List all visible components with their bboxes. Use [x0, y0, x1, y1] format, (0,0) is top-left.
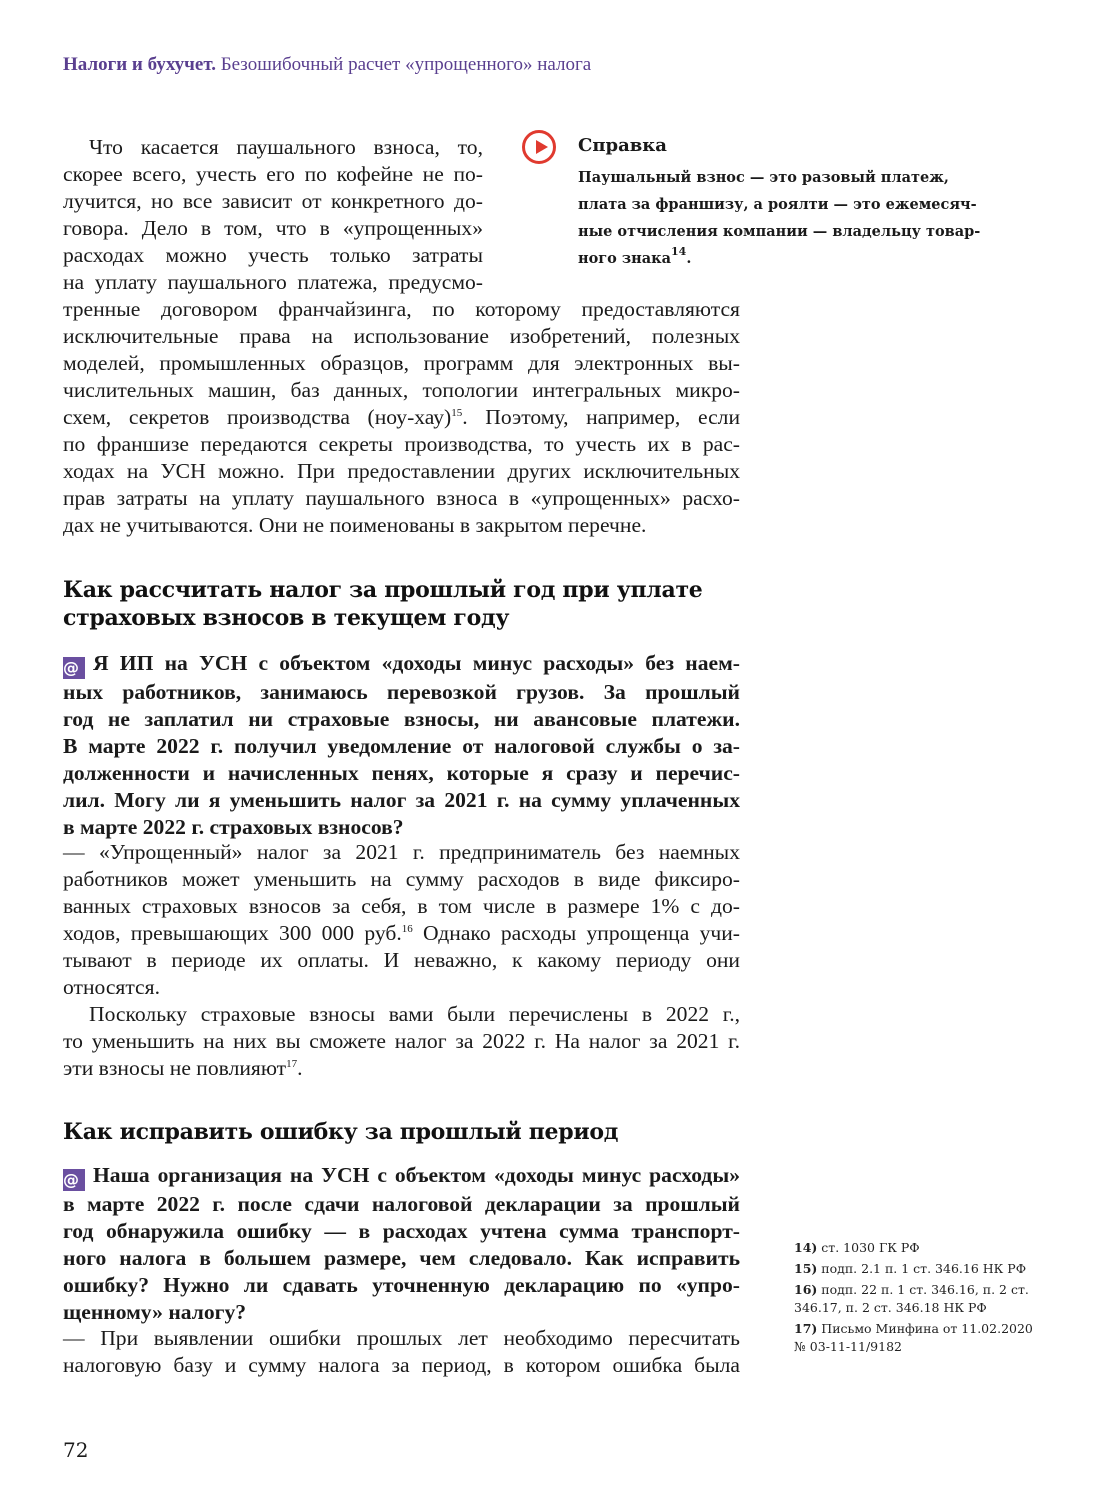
text-line: Поскольку страховые взносы вами были перечислены в 2022 г., [89, 1002, 740, 1026]
text-line: тренные договором франчайзинга, по которому предоставляются [63, 297, 740, 321]
text-segment: . Поэтому, например, если [462, 405, 741, 429]
text-line: моделей, промышленных образцов, программ для электронных вы- [63, 351, 740, 375]
footnote-ref-16[interactable]: 16 [401, 923, 413, 935]
text-line: Что касается паушального взноса, то, [89, 135, 483, 159]
text-line: — При выявлении ошибки прошлых лет необходимо пересчитать [63, 1326, 740, 1350]
note-title: Справка [578, 135, 667, 156]
text-line: работников может уменьшить на сумму расходов в виде фиксиро- [63, 867, 740, 891]
footnote-ref-17[interactable]: 17 [286, 1058, 298, 1070]
text-line: в марте 2022 г. после сдачи налоговой декларации за прошлый [63, 1192, 740, 1216]
running-head-section: Налоги и бухучет. [63, 54, 216, 75]
footnote-ref-15[interactable]: 15 [451, 407, 463, 419]
text-line: ошибку? Нужно ли сдавать уточненную декларацию по «упро- [63, 1273, 740, 1297]
play-icon [522, 130, 556, 164]
text-segment: Я ИП на УСН с объектом «доходы минус расходы» без наем- [93, 651, 740, 675]
at-icon: @ [63, 1169, 85, 1191]
heading-line: страховых взносов в текущем году [63, 605, 510, 631]
text-line: числительных машин, баз данных, топологии интегральных микро- [63, 378, 740, 402]
text-line: налоговую базу и сумму налога за период, в котором ошибка была [63, 1353, 740, 1377]
footnote-text: подп. 22 п. 1 ст. 346.16, п. 2 ст. 346.17, п. 2 ст. 346.18 НК РФ [794, 1282, 1029, 1315]
text-segment: ходов, превышающих 300 000 руб. [63, 921, 402, 945]
answer-2 [63, 1325, 740, 1379]
page-number: 72 [63, 1438, 89, 1462]
text-segment: . [297, 1056, 303, 1080]
text-segment: эти взносы не повлияют [63, 1056, 287, 1080]
section-heading-2: Как исправить ошибку за прошлый период [63, 1119, 619, 1145]
text-line: ные отчисления компании — владельцу товар- [578, 223, 981, 240]
footnote-16 [794, 1281, 1034, 1317]
text-segment: схем, секретов производства (ноу-хау) [63, 405, 452, 429]
text-segment: . [686, 250, 692, 267]
text-segment: Наша организация на УСН с объектом «доходы минус расходы» [93, 1163, 740, 1187]
text-line: — «Упрощенный» налог за 2021 г. предприниматель без наемных [63, 840, 740, 864]
text-line: щенному» налогу? [63, 1300, 247, 1324]
running-head [63, 54, 591, 76]
text-line: ванных страховых взносов за себя, в том числе в размере 1% с до- [63, 894, 740, 918]
text-line: относятся. [63, 975, 160, 999]
footnote-15 [794, 1260, 1034, 1278]
text-line [63, 920, 740, 947]
text-line: скорее всего, учесть его по кофейне не по- [63, 162, 483, 186]
footnote-number: 15) [794, 1261, 818, 1276]
text-line: в марте 2022 г. страховых взносов? [63, 815, 404, 839]
footnote-ref-14[interactable]: 14 [671, 245, 687, 258]
text-line: исключительные права на использование изобретений, полезных [63, 324, 740, 348]
text-line: на уплату паушального платежа, предусмо- [63, 270, 483, 294]
text-segment: Однако расходы упрощенца учи- [412, 921, 740, 945]
heading-line: Как рассчитать налог за прошлый год при уплате [63, 577, 703, 603]
text-line: говора. Дело в том, что в «упрощенных» [63, 216, 483, 240]
footnotes [794, 1239, 1034, 1359]
intro-paragraph-narrow [63, 134, 483, 296]
text-line: год не заплатил ни страховые взносы, ни авансовые платежи. [63, 707, 740, 731]
footnote-number: 17) [794, 1321, 818, 1336]
text-line: плата за франшизу, а роялти — это ежемесяч- [578, 196, 977, 213]
at-icon: @ [63, 657, 85, 679]
text-line: лил. Могу ли я уменьшить налог за 2021 г. на сумму уплаченных [63, 788, 740, 812]
text-line: ного налога в большем размере, чем следовало. Как исправить [63, 1246, 740, 1270]
text-line [578, 245, 1008, 272]
note-text [578, 164, 1008, 272]
answer-1 [63, 839, 740, 1082]
section-heading-1 [63, 576, 702, 632]
footnote-17 [794, 1320, 1034, 1356]
text-line: год обнаружила ошибку — в расходах учтена сумма транспорт- [63, 1219, 740, 1243]
text-line: дах не учитываются. Они не поименованы в закрытом перечне. [63, 513, 647, 537]
question-2 [63, 1162, 740, 1326]
text-line [63, 650, 740, 679]
text-line [63, 404, 740, 431]
text-line [63, 1162, 740, 1191]
text-line: лучится, но все зависит от конкретного до- [63, 189, 483, 213]
text-line: ных работников, занимаюсь перевозкой грузов. За прошлый [63, 680, 740, 704]
text-segment: ного знака [578, 250, 672, 267]
running-head-title: Безошибочный расчет «упрощенного» налога [220, 54, 592, 75]
footnote-number: 16) [794, 1282, 818, 1297]
text-line: то уменьшить на них вы сможете налог за 2022 г. На налог за 2021 г. [63, 1029, 740, 1053]
text-line: В марте 2022 г. получил уведомление от налоговой службы о за- [63, 734, 740, 758]
text-line: Паушальный взнос — это разовый платеж, [578, 169, 949, 186]
text-line: тывают в периоде их оплаты. И неважно, к какому периоду они [63, 948, 740, 972]
text-line: по франшизе передаются секреты производства, то учесть их в рас- [63, 432, 740, 456]
text-line [63, 1055, 740, 1082]
text-line: прав затраты на уплату паушального взноса в «упрощенных» расхо- [63, 486, 740, 510]
text-line: долженности и начисленных пенях, которые я сразу и перечис- [63, 761, 740, 785]
footnote-text: Письмо Минфина от 11.02.2020 № 03-11-11/9182 [794, 1321, 1033, 1354]
intro-paragraph-wide [63, 296, 740, 539]
footnote-text: подп. 2.1 п. 1 ст. 346.16 НК РФ [821, 1261, 1027, 1276]
text-line: ходах на УСН можно. При предоставлении других исключительных [63, 459, 740, 483]
footnote-number: 14) [794, 1240, 818, 1255]
footnote-14 [794, 1239, 1034, 1257]
question-1 [63, 650, 740, 841]
footnote-text: ст. 1030 ГК РФ [821, 1240, 920, 1255]
text-line: расходах можно учесть только затраты [63, 243, 483, 267]
